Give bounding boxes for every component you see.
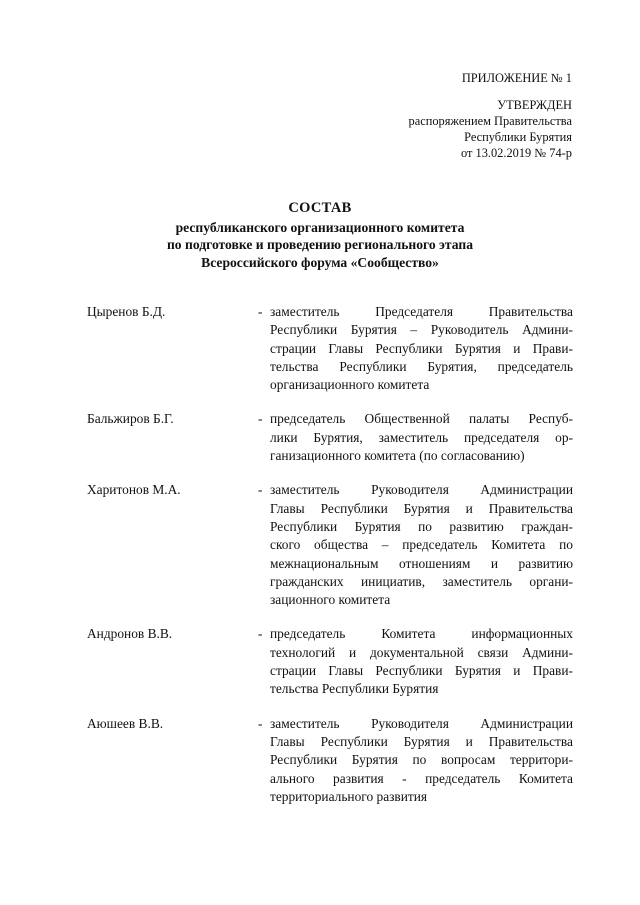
approval-stamp xyxy=(272,97,572,161)
document-title xyxy=(0,200,640,271)
member-role-line: заместитель Председателя Правительства xyxy=(270,304,573,319)
member-name: Бальжиров Б.Г. xyxy=(87,411,174,427)
approved-region-line: Республики Бурятия xyxy=(464,130,572,144)
member-role-line: заместитель Руководителя Администрации xyxy=(270,715,573,731)
member-role-line: Главы Республики Бурятия и Правительства xyxy=(270,733,573,749)
member-role xyxy=(270,625,573,698)
member-role-line: территориального развития xyxy=(270,788,428,804)
member-dash: - xyxy=(258,715,263,731)
title-line-2: по подготовке и проведению регионального этапа xyxy=(166,237,474,252)
member-role-line: организационного комитета xyxy=(270,377,430,393)
member-role-line: лики Бурятия, заместитель председателя ор- xyxy=(270,429,573,445)
member-role-line: Главы Республики Бурятия и Правительства xyxy=(270,500,573,516)
member-role-line: председатель Комитета информационных xyxy=(270,626,573,642)
member-role-line: Республики Бурятия по вопросам территори- xyxy=(270,752,573,768)
appendix-header xyxy=(272,70,572,161)
member-role-line: Республики Бурятия – Руководитель Админи- xyxy=(270,322,573,338)
member-role-line: заместитель Руководителя Администрации xyxy=(270,482,573,498)
member-role-line: межнациональным отношениям и развитию xyxy=(270,555,573,571)
member-name: Цыренов Б.Д. xyxy=(87,304,166,319)
approved-date-line: от 13.02.2019 № 74-р xyxy=(460,146,572,160)
member-role-line: ганизационного комитета (по согласованию) xyxy=(270,448,525,464)
member-dash: - xyxy=(258,482,263,498)
approved-by-line: распоряжением Правительства xyxy=(408,114,572,128)
member-role-line: ального развития - председатель Комитета xyxy=(270,770,573,786)
member-row xyxy=(87,410,573,465)
title-main: СОСТАВ xyxy=(288,200,352,216)
approved-title: УТВЕРЖДЕН xyxy=(497,98,572,112)
member-dash: - xyxy=(258,626,263,642)
member-row xyxy=(87,303,573,394)
member-role xyxy=(270,410,573,465)
title-line-3: Всероссийского форума «Сообщество» xyxy=(201,254,439,270)
title-line-1: республиканского организационного комитета xyxy=(175,219,465,235)
member-dash: - xyxy=(258,304,263,319)
member-name: Харитонов М.А. xyxy=(87,482,181,498)
member-role-line: Республики Бурятия по развитию граждан- xyxy=(270,518,573,534)
member-role-line: ского общества – председатель Комитета по xyxy=(270,537,573,553)
member-role-line: председатель Общественной палаты Респуб- xyxy=(270,411,573,427)
appendix-label: ПРИЛОЖЕНИЕ № 1 xyxy=(461,71,572,85)
member-name: Андронов В.В. xyxy=(87,626,173,642)
member-row xyxy=(87,481,573,609)
committee-members-list xyxy=(87,303,573,806)
member-name: Аюшеев В.В. xyxy=(87,715,164,731)
member-row xyxy=(87,715,573,806)
member-role xyxy=(270,481,573,609)
member-role-line: тельства Республики Бурятия, председатель xyxy=(270,358,573,374)
member-dash: - xyxy=(258,411,263,427)
member-role-line: тельства Республики Бурятия xyxy=(270,681,439,697)
member-role-line: зационного комитета xyxy=(270,592,391,608)
member-role xyxy=(270,715,573,806)
member-role xyxy=(270,303,573,394)
member-role-line: технологий и документальной связи Админи- xyxy=(270,644,573,660)
member-role-line: гражданских инициатив, заместитель органи- xyxy=(270,573,573,589)
member-role-line: страции Главы Республики Бурятия и Прави- xyxy=(270,340,573,356)
member-row xyxy=(87,625,573,698)
member-role-line: страции Главы Республики Бурятия и Прави- xyxy=(270,663,573,679)
